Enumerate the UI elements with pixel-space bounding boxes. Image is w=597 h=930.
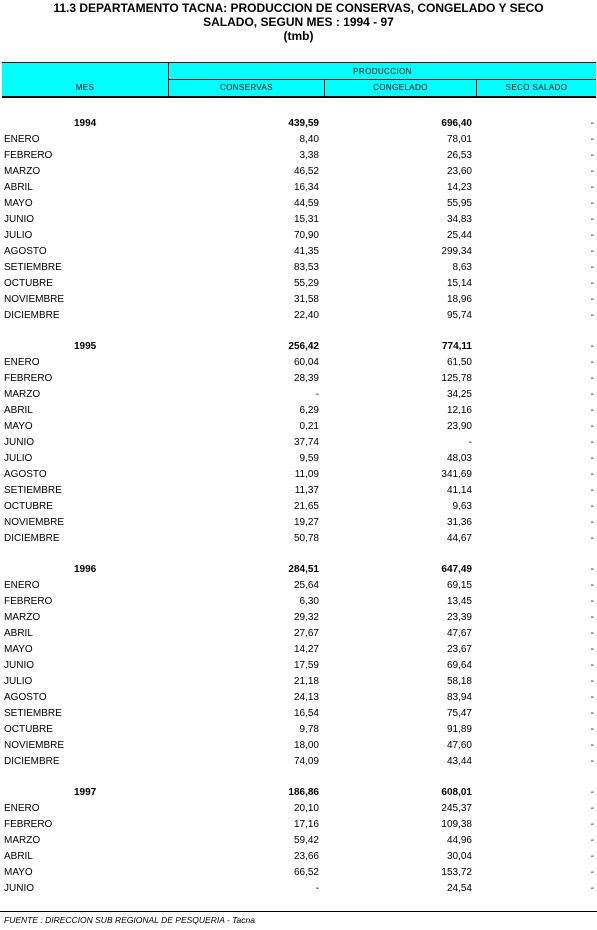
cell-value: 48,03 <box>446 453 472 464</box>
cell-value: 44,96 <box>446 835 472 846</box>
table-row <box>0 355 597 371</box>
cell-value: 0,21 <box>299 421 319 432</box>
year-total-value: 774,11 <box>441 341 472 352</box>
cell-value: 12,16 <box>446 405 472 416</box>
cell-value: - <box>590 517 594 528</box>
cell-value: - <box>590 357 594 368</box>
cell-value: - <box>590 134 594 145</box>
table-row <box>0 292 597 308</box>
month-label: JULIO <box>4 676 33 687</box>
cell-value: 8,40 <box>299 134 319 145</box>
cell-value: 69,64 <box>446 660 472 671</box>
month-label: SETIEMBRE <box>4 485 62 496</box>
table-row <box>0 435 597 451</box>
table-row <box>0 308 597 324</box>
cell-value: 25,64 <box>293 580 319 591</box>
cell-value: - <box>590 644 594 655</box>
month-label: JUNIO <box>4 883 34 894</box>
year-total-value: - <box>590 341 594 352</box>
table-row <box>0 228 597 244</box>
cell-value: 91,89 <box>446 724 472 735</box>
month-label: ENERO <box>4 357 40 368</box>
cell-value: - <box>590 150 594 161</box>
cell-value: 24,54 <box>446 883 472 894</box>
cell-value: 70,90 <box>293 230 319 241</box>
table-row <box>0 276 597 292</box>
cell-value: 46,52 <box>293 166 319 177</box>
cell-value: 23,60 <box>446 166 472 177</box>
cell-value: 6,29 <box>299 405 319 416</box>
table-row <box>0 212 597 228</box>
month-label: ABRIL <box>4 182 33 193</box>
year-label: 1995 <box>74 341 97 352</box>
table-row <box>0 244 597 260</box>
cell-value: - <box>590 246 594 257</box>
year-label: 1994 <box>74 118 97 129</box>
cell-value: 25,44 <box>446 230 472 241</box>
cell-value: 18,00 <box>293 740 319 751</box>
month-label: ABRIL <box>4 851 33 862</box>
cell-value: 44,59 <box>293 198 319 209</box>
month-label: MARZO <box>4 835 41 846</box>
cell-value: - <box>590 596 594 607</box>
cell-value: 8,63 <box>452 262 472 273</box>
cell-value: 18,96 <box>446 294 472 305</box>
cell-value: 41,35 <box>293 246 319 257</box>
cell-value: 16,54 <box>293 708 319 719</box>
header-mes: MES <box>75 83 95 92</box>
year-total-value: 608,01 <box>441 787 472 798</box>
cell-value: - <box>590 660 594 671</box>
month-label: FEBRERO <box>4 596 53 607</box>
cell-value: - <box>590 278 594 289</box>
cell-value: 31,36 <box>446 517 472 528</box>
cell-value: 17,59 <box>293 660 319 671</box>
year-total-value: 284,51 <box>288 564 319 575</box>
cell-value: 245,37 <box>441 803 472 814</box>
month-label: NOVIEMBRE <box>4 294 65 305</box>
month-label: OCTUBRE <box>4 278 53 289</box>
cell-value: - <box>590 437 594 448</box>
table-header <box>2 62 596 98</box>
table-row <box>0 706 597 722</box>
month-label: MARZO <box>4 389 41 400</box>
cell-value: 15,31 <box>293 214 319 225</box>
cell-value: 59,42 <box>293 835 319 846</box>
year-total-row <box>0 562 597 578</box>
cell-value: 44,67 <box>446 533 472 544</box>
table-row <box>0 674 597 690</box>
table-row <box>0 260 597 276</box>
table-title-line-2: SALADO, SEGUN MES : 1994 - 97 <box>203 15 394 29</box>
table-row <box>0 196 597 212</box>
month-label: FEBRERO <box>4 150 53 161</box>
table-row <box>0 690 597 706</box>
cell-value: - <box>590 389 594 400</box>
table-row <box>0 164 597 180</box>
cell-value: 3,38 <box>299 150 319 161</box>
table-row <box>0 817 597 833</box>
cell-value: 341,69 <box>441 469 472 480</box>
table-row <box>0 754 597 770</box>
header-produccion: PRODUCCION <box>353 67 412 76</box>
year-total-value: 256,42 <box>288 341 319 352</box>
cell-value: 55,29 <box>293 278 319 289</box>
cell-value: 37,74 <box>293 437 319 448</box>
month-label: JUNIO <box>4 437 34 448</box>
cell-value: - <box>590 262 594 273</box>
cell-value: 29,32 <box>293 612 319 623</box>
cell-value: 27,67 <box>293 628 319 639</box>
table-row <box>0 132 597 148</box>
cell-value: - <box>590 819 594 830</box>
year-total-value: 696,40 <box>441 118 472 129</box>
month-label: JUNIO <box>4 660 34 671</box>
year-total-value: 647,49 <box>441 564 472 575</box>
year-total-row <box>0 116 597 132</box>
table-row <box>0 578 597 594</box>
month-label: MAYO <box>4 867 33 878</box>
month-label: SETIEMBRE <box>4 262 62 273</box>
cell-value: - <box>590 580 594 591</box>
cell-value: 58,18 <box>446 676 472 687</box>
header-conservas: CONSERVAS <box>219 83 274 92</box>
cell-value: - <box>468 437 472 448</box>
cell-value: 11,09 <box>294 469 319 480</box>
cell-value: - <box>590 676 594 687</box>
cell-value: - <box>590 612 594 623</box>
cell-value: - <box>590 310 594 321</box>
cell-value: - <box>590 453 594 464</box>
cell-value: - <box>590 756 594 767</box>
cell-value: 9,59 <box>299 453 319 464</box>
year-total-row <box>0 785 597 801</box>
cell-value: 14,23 <box>446 182 472 193</box>
month-label: SETIEMBRE <box>4 708 62 719</box>
table-row <box>0 148 597 164</box>
cell-value: - <box>590 724 594 735</box>
month-label: DICIEMBRE <box>4 310 60 321</box>
cell-value: 95,74 <box>446 310 472 321</box>
month-label: MAYO <box>4 421 33 432</box>
cell-value: 83,53 <box>293 262 319 273</box>
table-row <box>0 483 597 499</box>
cell-value: 15,14 <box>446 278 472 289</box>
year-total-value: - <box>590 564 594 575</box>
month-label: AGOSTO <box>4 469 47 480</box>
cell-value: 153,72 <box>441 867 472 878</box>
cell-value: 20,10 <box>293 803 319 814</box>
table-row <box>0 610 597 626</box>
table-row <box>0 722 597 738</box>
cell-value: 23,67 <box>446 644 472 655</box>
cell-value: - <box>590 294 594 305</box>
cell-value: - <box>590 740 594 751</box>
year-total-value: 186,86 <box>288 787 319 798</box>
month-label: ABRIL <box>4 628 33 639</box>
year-label: 1997 <box>74 787 97 798</box>
cell-value: - <box>590 867 594 878</box>
table-row <box>0 642 597 658</box>
month-label: MARZO <box>4 612 41 623</box>
table-row <box>0 451 597 467</box>
cell-value: - <box>590 166 594 177</box>
cell-value: 74,09 <box>293 756 319 767</box>
cell-value: 69,15 <box>446 580 472 591</box>
cell-value: 47,67 <box>446 628 472 639</box>
month-label: MARZO <box>4 166 41 177</box>
cell-value: 43,44 <box>446 756 472 767</box>
cell-value: 21,18 <box>293 676 319 687</box>
table-row <box>0 403 597 419</box>
cell-value: - <box>590 214 594 225</box>
year-label: 1996 <box>74 564 97 575</box>
cell-value: - <box>590 708 594 719</box>
cell-value: - <box>315 883 319 894</box>
table-title-unit: (tmb) <box>283 29 314 43</box>
table-row <box>0 371 597 387</box>
cell-value: - <box>590 405 594 416</box>
cell-value: 47,60 <box>446 740 472 751</box>
table-row <box>0 833 597 849</box>
month-label: NOVIEMBRE <box>4 517 65 528</box>
cell-value: 14,27 <box>293 644 319 655</box>
month-label: JULIO <box>4 230 33 241</box>
year-total-value: - <box>590 118 594 129</box>
cell-value: 61,50 <box>446 357 472 368</box>
cell-value: 50,78 <box>293 533 319 544</box>
cell-value: 60,04 <box>293 357 319 368</box>
month-label: DICIEMBRE <box>4 533 60 544</box>
cell-value: 75,47 <box>446 708 472 719</box>
cell-value: 66,52 <box>293 867 319 878</box>
table-row <box>0 626 597 642</box>
header-congelado: CONGELADO <box>373 83 428 92</box>
table-row <box>0 467 597 483</box>
cell-value: 78,01 <box>446 134 472 145</box>
cell-value: 30,04 <box>446 851 472 862</box>
cell-value: - <box>590 883 594 894</box>
table-title-line-1: 11.3 DEPARTAMENTO TACNA: PRODUCCION DE CONSERVAS, CONGELADO Y SECO <box>53 1 544 15</box>
table-row <box>0 881 597 897</box>
cell-value: - <box>590 628 594 639</box>
month-label: ENERO <box>4 803 40 814</box>
month-label: DICIEMBRE <box>4 756 60 767</box>
header-seco-salado: SECO SALADO <box>505 83 568 92</box>
table-row <box>0 531 597 547</box>
cell-value: 22,40 <box>293 310 319 321</box>
table-row <box>0 419 597 435</box>
cell-value: 31,58 <box>293 294 319 305</box>
cell-value: 9,78 <box>299 724 319 735</box>
cell-value: 83,94 <box>446 692 472 703</box>
footer-rule <box>0 911 597 912</box>
cell-value: 109,38 <box>441 819 472 830</box>
cell-value: - <box>590 533 594 544</box>
table-row <box>0 594 597 610</box>
cell-value: 26,53 <box>446 150 472 161</box>
cell-value: - <box>590 421 594 432</box>
cell-value: 55,95 <box>446 198 472 209</box>
table-row <box>0 865 597 881</box>
cell-value: - <box>590 373 594 384</box>
cell-value: 23,66 <box>293 851 319 862</box>
cell-value: 23,90 <box>446 421 472 432</box>
table-row <box>0 738 597 754</box>
year-total-value: 439,59 <box>288 118 319 129</box>
cell-value: 34,83 <box>446 214 472 225</box>
cell-value: - <box>590 469 594 480</box>
table-row <box>0 387 597 403</box>
table-row <box>0 515 597 531</box>
cell-value: 23,39 <box>446 612 472 623</box>
cell-value: - <box>590 182 594 193</box>
table-row <box>0 849 597 865</box>
year-total-value: - <box>590 787 594 798</box>
month-label: JULIO <box>4 453 33 464</box>
cell-value: - <box>590 501 594 512</box>
table-row <box>0 180 597 196</box>
month-label: FEBRERO <box>4 373 53 384</box>
cell-value: - <box>590 230 594 241</box>
cell-value: - <box>315 389 319 400</box>
month-label: OCTUBRE <box>4 724 53 735</box>
month-label: AGOSTO <box>4 692 47 703</box>
table-row <box>0 801 597 817</box>
cell-value: 41,14 <box>446 485 472 496</box>
cell-value: 125,78 <box>441 373 472 384</box>
cell-value: 24,13 <box>293 692 319 703</box>
month-label: MAYO <box>4 644 33 655</box>
cell-value: - <box>590 198 594 209</box>
table-row <box>0 658 597 674</box>
source-note: FUENTE : DIRECCION SUB REGIONAL DE PESQUERIA - Tacna <box>4 915 255 925</box>
cell-value: 11,37 <box>294 485 319 496</box>
month-label: ENERO <box>4 134 40 145</box>
month-label: MAYO <box>4 198 33 209</box>
cell-value: - <box>590 485 594 496</box>
cell-value: 16,34 <box>293 182 319 193</box>
cell-value: 13,45 <box>446 596 472 607</box>
cell-value: 19,27 <box>293 517 319 528</box>
month-label: JUNIO <box>4 214 34 225</box>
cell-value: 6,30 <box>299 596 319 607</box>
month-label: NOVIEMBRE <box>4 740 65 751</box>
month-label: ENERO <box>4 580 40 591</box>
cell-value: - <box>590 692 594 703</box>
year-total-row <box>0 339 597 355</box>
cell-value: 299,34 <box>441 246 472 257</box>
month-label: ABRIL <box>4 405 33 416</box>
month-label: OCTUBRE <box>4 501 53 512</box>
header-divider <box>169 79 596 80</box>
month-label: AGOSTO <box>4 246 47 257</box>
month-label: FEBRERO <box>4 819 53 830</box>
cell-value: - <box>590 851 594 862</box>
cell-value: - <box>590 835 594 846</box>
cell-value: - <box>590 803 594 814</box>
cell-value: 17,16 <box>293 819 319 830</box>
cell-value: 28,39 <box>293 373 319 384</box>
cell-value: 21,65 <box>293 501 319 512</box>
cell-value: 34,25 <box>446 389 472 400</box>
table-row <box>0 499 597 515</box>
cell-value: 9,63 <box>452 501 472 512</box>
